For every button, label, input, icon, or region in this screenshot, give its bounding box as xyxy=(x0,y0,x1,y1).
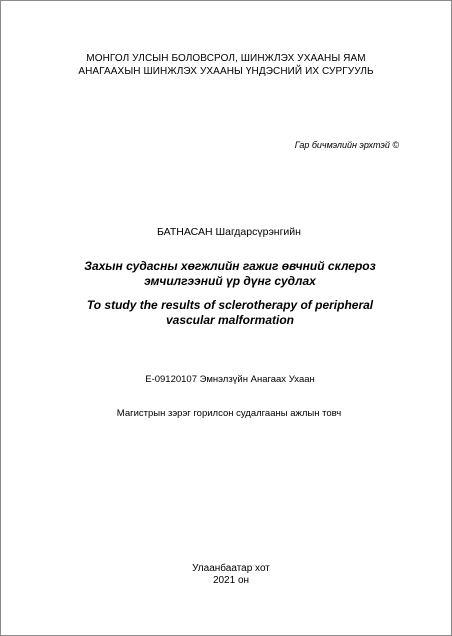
institution-line-1: МОНГОЛ УЛСЫН БОЛОВСРОЛ, ШИНЖЛЭХ УХААНЫ ЯАМ xyxy=(86,53,366,64)
place-and-year xyxy=(11,563,451,587)
thesis-title-english xyxy=(9,298,451,328)
year: 2021 он xyxy=(212,575,250,586)
title-mn-line-1: Захын судасны хөгжлийн гажиг өвчний склероз xyxy=(84,259,376,273)
title-en-line-2: vascular malformation xyxy=(165,313,295,327)
degree-description: Магистрын зэрэг горилсон судалгааны ажлын товч xyxy=(116,408,342,419)
specialty-code: E-09120107 Эмнэлзүйн Анагаах Ухаан xyxy=(145,374,315,385)
institution-line-2: АНАГААХЫН ШИНЖЛЭХ УХААНЫ ҮНДЭСНИЙ ИХ СУРГУУЛЬ xyxy=(78,66,374,77)
title-mn-line-2: эмчилгээний үр дүнг судлах xyxy=(144,274,316,288)
thesis-title-mongolian xyxy=(9,259,451,289)
city: Улаанбаатар хот xyxy=(192,563,270,574)
rights-notice: Гар бичмэлийн эрхтэй © xyxy=(294,140,399,150)
author-name: БАТНАСАН Шагдарсүрэнгийн xyxy=(157,226,301,238)
title-en-line-1: To study the results of sclerotherapy of peripheral xyxy=(86,298,374,312)
institution-header xyxy=(1,52,451,78)
